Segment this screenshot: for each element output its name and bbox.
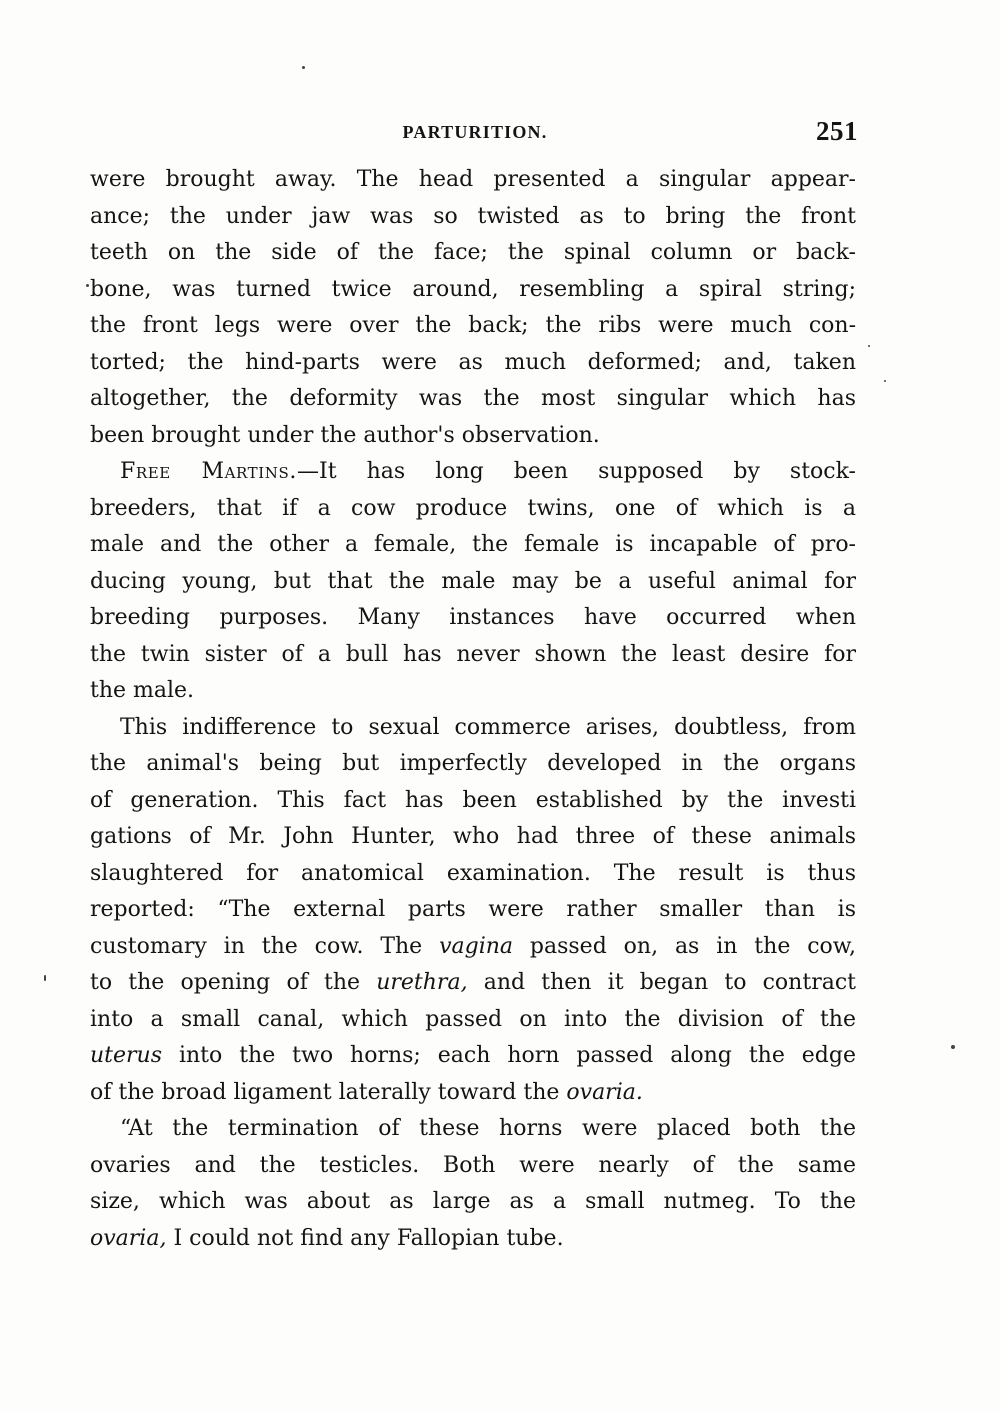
text-line: male and the other a female, the female is incapable of pro- (90, 532, 856, 557)
text-line: the twin sister of a bull has never shown the least desire for (90, 641, 856, 667)
italic-term: uterus (90, 1043, 163, 1068)
text-line: ovaries and the testicles. Both were nearly of the same (90, 1152, 856, 1178)
paragraph (90, 162, 856, 454)
italic-term: ovaria. (566, 1079, 643, 1105)
paragraph (90, 1111, 856, 1257)
text-line: gations of Mr. John Hunter, who had three of these animals (90, 824, 856, 849)
text-line (90, 454, 856, 491)
text-line (90, 929, 856, 966)
text-line: ance; the under jaw was so twisted as to bring the front (90, 203, 856, 229)
text-run: I could not find any Fallopian tube. (166, 1225, 564, 1251)
page-header (90, 116, 860, 146)
text-run: —It has long been supposed by stock- (297, 459, 856, 484)
text-line: the male. (90, 678, 195, 703)
text-line: teeth on the side of the face; the spinal column or back- (90, 240, 856, 265)
text-line (90, 965, 856, 1002)
text-run: to the opening of the (90, 970, 377, 995)
text-run: into the two horns; each horn passed along the edge (162, 1043, 856, 1068)
body-text (90, 162, 856, 1257)
italic-term: ovaria, (90, 1225, 167, 1251)
text-line: This indifference to sexual commerce arises, doubtless, from (120, 714, 856, 740)
text-line: of generation. This fact has been established by the investi (90, 787, 856, 813)
scan-speck (868, 345, 870, 347)
running-title: PARTURITION. (402, 122, 548, 142)
text-line: slaughtered for anatomical examination. The result is thus (90, 860, 856, 886)
paragraph (90, 454, 856, 710)
text-line: ducing young, but that the male may be a useful animal for (90, 568, 856, 594)
text-run: customary in the cow. The (90, 933, 440, 959)
paragraph (90, 710, 856, 1112)
text-line: reported: “The external parts were rather smaller than is (90, 897, 856, 922)
scan-speck (86, 284, 89, 287)
text-line: bone, was turned twice around, resembling a spiral string; (90, 276, 856, 302)
text-run: passed on, as in the cow, (513, 933, 856, 959)
text-line: were brought away. The head presented a singular appear- (90, 167, 856, 192)
scan-speck (302, 66, 305, 69)
italic-term: urethra, (376, 970, 468, 995)
scan-speck (44, 975, 46, 981)
text-line: breeding purposes. Many instances have occurred when (90, 605, 856, 630)
text-line (90, 1038, 856, 1075)
text-line (90, 1221, 856, 1258)
text-line: the front legs were over the back; the ribs were much con- (90, 313, 856, 338)
text-line: size, which was about as large as a small nutmeg. To the (90, 1189, 856, 1214)
page-number: 251 (816, 116, 858, 146)
scan-speck (884, 380, 886, 382)
scan-speck (951, 1045, 955, 1049)
section-heading: Free Martins. (120, 459, 298, 484)
text-line: torted; the hind-parts were as much deformed; and, taken (90, 349, 856, 375)
text-line: into a small canal, which passed on into the division of the (90, 1006, 856, 1032)
text-run: of the broad ligament laterally toward the (90, 1079, 567, 1105)
text-line: “At the termination of these horns were placed both the (120, 1116, 856, 1141)
text-line: the animal's being but imperfectly developed in the organs (90, 751, 856, 776)
text-line: altogether, the deformity was the most singular which has (90, 386, 856, 411)
text-run: and then it began to contract (467, 970, 856, 995)
italic-term: vagina (439, 933, 514, 959)
text-line: been brought under the author's observation. (90, 422, 600, 448)
text-line: breeders, that if a cow produce twins, one of which is a (90, 495, 856, 521)
text-line (90, 1075, 856, 1112)
